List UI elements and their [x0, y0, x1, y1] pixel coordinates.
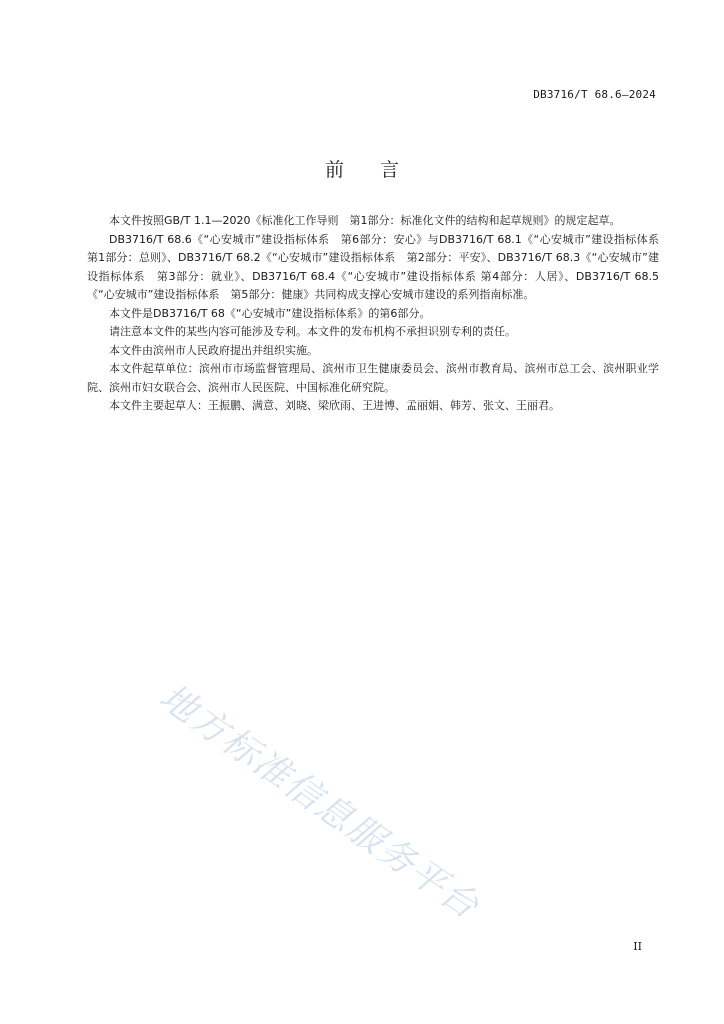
document-code: DB3716/T 68.6—2024 [533, 88, 656, 101]
paragraph-series-parts: DB3716/T 68.6《“心安城市”建设指标体系 第6部分：安心》与DB3716/T 68.1《“心安城市”建设指标体系 第1部分：总则》、DB3716/T 68.2《“心安城市”建设指标体系 第2部分：平安》、DB3716/T 68.3《“心安城市”建设指标体系 第3部分：就业》、DB3716/T 68.4《“心安城市”建设指标体系 第4部分：人居》、DB3716/T 68.5《“心安城市”建设指标体系 第5部分：健康》共同构成支撑心安城市建设的系列指南标准。 [87, 232, 670, 301]
paragraph-part-number: 本文件是DB3716/T 68《“心安城市”建设指标体系》的第6部分。 [109, 306, 431, 320]
paragraph-patent-notice: 请注意本文件的某些内容可能涉及专利。本文件的发布机构不承担识别专利的责任。 [109, 325, 516, 338]
page-title: 前言 [324, 159, 435, 181]
paragraph-drafting-units: 本文件起草单位：滨州市市场监督管理局、滨州市卫生健康委员会、滨州市教育局、滨州市总工会、滨州职业学院、滨州市妇女联合会、滨州市人民医院、中国标准化研究院。 [87, 362, 659, 394]
page-number: II [633, 940, 642, 953]
paragraph-drafters: 本文件主要起草人：王振鹏、满意、刘晓、梁欣雨、王进博、孟丽娟、韩芳、张文、王丽君。 [109, 399, 560, 412]
foreword-body [87, 212, 670, 416]
paragraph-proposer: 本文件由滨州市人民政府提出并组织实施。 [109, 343, 318, 357]
watermark: 地方标准信息服务平台 [151, 676, 487, 929]
paragraph-drafting-rules: 本文件按照GB/T 1.1—2020《标准化工作导则 第1部分：标准化文件的结构和起草规则》的规定起草。 [109, 214, 621, 227]
